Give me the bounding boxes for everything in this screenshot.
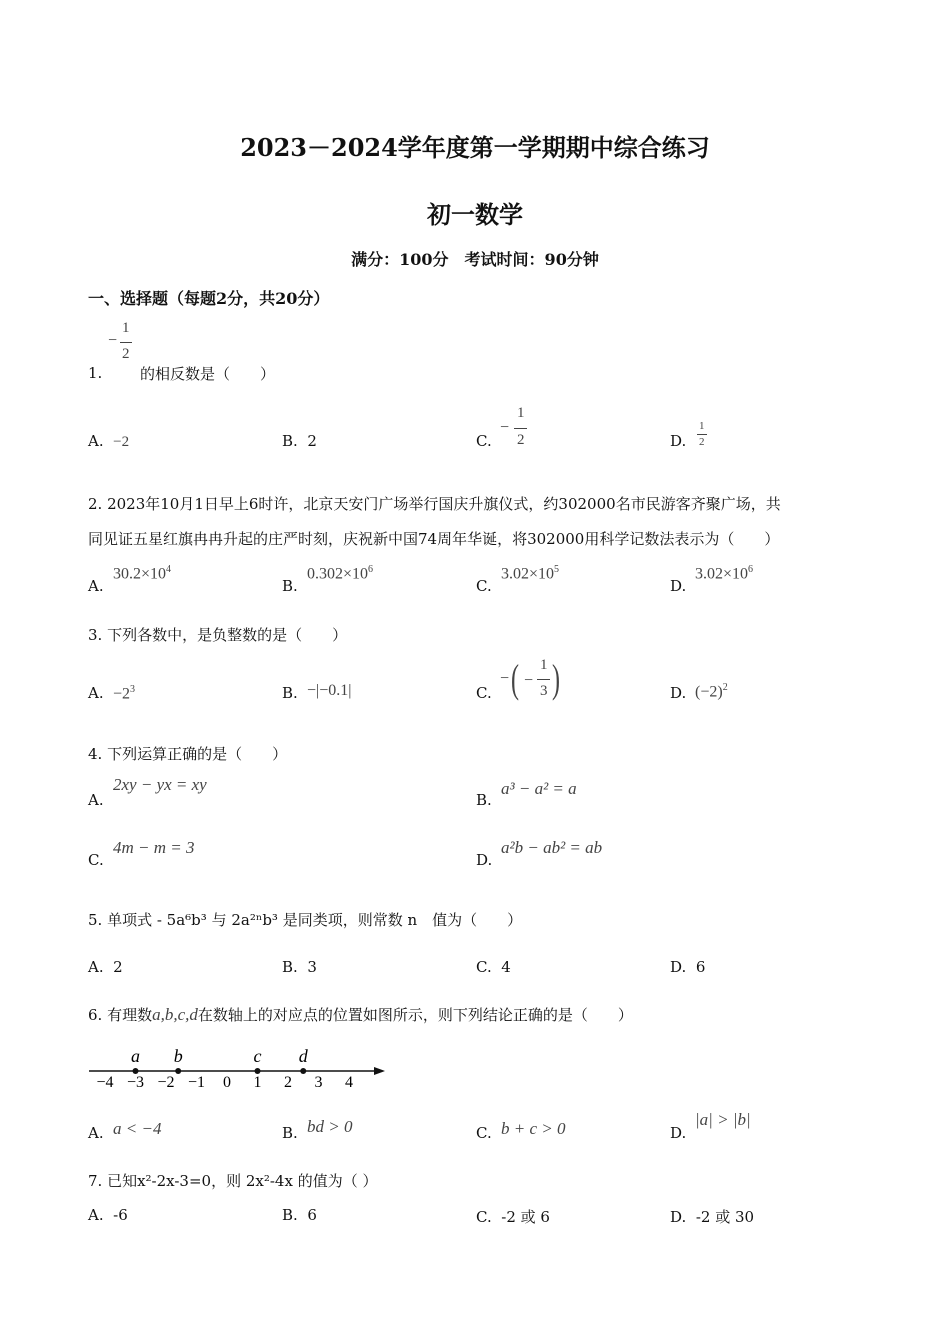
q5-text: 5. 单项式 - 5a⁶b³ 与 2a²ⁿb³ 是同类项，则常数 n 值为（ ）: [88, 911, 523, 929]
section-heading: 一、选择题（每题2分，共20分）: [88, 289, 330, 308]
q5-option-b: B. 3: [282, 958, 317, 976]
q3-option-b: −|−0.1|: [307, 682, 352, 699]
q1-text: 的相反数是（ ）: [140, 365, 276, 383]
subject-title: 初一数学: [427, 200, 523, 229]
q7-option-c: C. -2 或 6: [476, 1208, 550, 1226]
q1-option-c: C.: [476, 432, 492, 450]
axis-point-c: [255, 1068, 261, 1074]
q6-option-c-label: C.: [476, 1124, 492, 1142]
q4-option-d-label: D.: [476, 851, 493, 869]
axis-tick-label: −1: [187, 1074, 206, 1091]
q4-option-d: a²b − ab² = ab: [501, 838, 603, 857]
axis-tick-label: 4: [345, 1074, 353, 1091]
q2-option-b: $0.302\times 10^6$: [307, 564, 374, 583]
axis-point-label-c: c: [253, 1046, 262, 1066]
q6-text: 6. 有理数a,b,c,d在数轴上的对应点的位置如图所示，则下列结论正确的是（ ）: [88, 1005, 633, 1024]
q4-option-c: 4m − m = 3: [113, 838, 195, 857]
q6-option-a-label: A.: [88, 1124, 104, 1142]
q6-option-c: b + c > 0: [501, 1119, 566, 1138]
axis-point-a: [133, 1068, 139, 1074]
q6-option-a: a < −4: [113, 1119, 162, 1138]
exam-title: 2023－2024学年度第一学期期中综合练习: [240, 133, 710, 162]
q6-option-b-label: B.: [282, 1124, 298, 1142]
q2-text-line1: 2. 2023年10月1日早上6时许，北京天安门广场举行国庆升旗仪式，约302000名市民游客齐聚广场，共: [88, 495, 781, 513]
axis-point-b: [175, 1068, 181, 1074]
q4-text: 4. 下列运算正确的是（ ）: [88, 745, 288, 763]
q2-option-a: $30.2\times 10^4$: [113, 564, 172, 583]
q1-option-d: D.: [670, 432, 687, 450]
q3-option-b-label: B.: [282, 684, 298, 702]
q6-option-d-label: D.: [670, 1124, 687, 1142]
exam-info: 满分：100分 考试时间：90分钟: [351, 250, 599, 269]
q2-option-d-label: D.: [670, 577, 687, 595]
q5-option-c: C. 4: [476, 958, 511, 976]
axis-point-label-a: a: [131, 1046, 140, 1066]
q2-text-line2: 同见证五星红旗冉冉升起的庄严时刻，庆祝新中国74周年华诞，将302000用科学记数法表示为（ ）: [88, 530, 780, 548]
q7-text: 7. 已知x²-2x-3=0，则 2x²-4x 的值为（ ）: [88, 1172, 378, 1190]
q1-option-b: B. 2: [282, 432, 317, 450]
q6-option-d: |a| > |b|: [695, 1110, 751, 1129]
q4-option-c-label: C.: [88, 851, 104, 869]
number-line-arrow: [374, 1067, 385, 1075]
q2-option-c: $3.02\times 10^5$: [501, 564, 560, 583]
q7-option-b: B. 6: [282, 1206, 317, 1224]
axis-point-label-b: b: [173, 1046, 183, 1066]
q3-option-a: $-2^3$: [113, 684, 136, 703]
q3-text: 3. 下列各数中，是负整数的是（ ）: [88, 626, 348, 644]
q1-option-d-fraction: 1 2: [696, 420, 710, 454]
q4-option-a: 2xy − yx = xy: [113, 775, 207, 794]
axis-tick-label: 1: [253, 1074, 262, 1091]
q3-option-a-label: A.: [88, 684, 104, 702]
q4-option-b-label: B.: [476, 791, 492, 809]
axis-tick-label: 0: [223, 1074, 231, 1091]
axis-point-label-d: d: [298, 1046, 308, 1066]
q2-option-a-label: A.: [88, 577, 104, 595]
q2-option-b-label: B.: [282, 577, 298, 595]
q3-option-c: − ( − 1 3 ): [500, 656, 560, 701]
q5-option-d: D. 6: [670, 958, 706, 976]
q4-option-b: a³ − a² = a: [501, 779, 577, 798]
axis-tick-label: −4: [96, 1074, 114, 1091]
q1-option-a: A. −2: [88, 432, 130, 450]
q3-option-c-label: C.: [476, 684, 492, 702]
q4-option-a-label: A.: [88, 791, 104, 809]
q6-option-b: bd > 0: [307, 1117, 353, 1136]
q5-option-a: A. 2: [88, 958, 123, 976]
q3-option-d: $(-2)^2$: [695, 682, 728, 701]
q2-option-d: $3.02\times 10^6$: [695, 564, 754, 583]
axis-point-d: [300, 1068, 306, 1074]
q2-option-c-label: C.: [476, 577, 492, 595]
q1-number: 1.: [88, 364, 103, 382]
q3-option-d-label: D.: [670, 684, 687, 702]
q7-option-d: D. -2 或 30: [670, 1208, 755, 1226]
axis-tick-label: −3: [126, 1074, 145, 1091]
axis-tick-label: 3: [314, 1074, 323, 1091]
number-line: [85, 1040, 395, 1091]
axis-tick-label: −2: [157, 1074, 175, 1091]
axis-tick-label: 2: [284, 1074, 292, 1091]
q1-option-c-fraction: − 1 2: [500, 405, 540, 453]
q7-option-a: A. -6: [88, 1206, 128, 1224]
